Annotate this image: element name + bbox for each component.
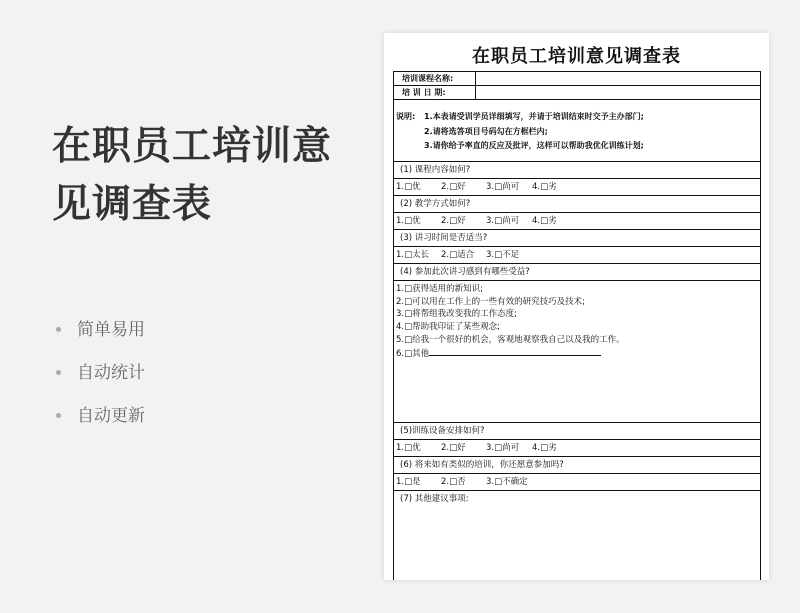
training-date-row [394, 86, 760, 100]
course-name-field[interactable] [476, 72, 760, 85]
bullet-icon [56, 327, 61, 332]
promo-title: 在职员工培训意见调查表 [52, 124, 333, 227]
question-6-options [394, 474, 760, 491]
option-checkbox[interactable]: 1.□优 [396, 216, 421, 226]
instruction-line: 3.请你给予率直的反应及批评，这样可以帮助我优化训练计划; [424, 141, 644, 150]
option-checkbox[interactable]: 5.□给我一个很好的机会，客观地观察我自己以及我的工作。 [396, 334, 625, 345]
feature-list [56, 308, 145, 437]
question-4-options [394, 281, 760, 423]
option-checkbox[interactable]: 3.□尚可 [486, 216, 520, 226]
option-checkbox[interactable]: 3.□尚可 [486, 182, 520, 192]
feature-item [56, 308, 145, 351]
question-7[interactable] [394, 491, 760, 580]
option-checkbox[interactable]: 1.□优 [396, 443, 421, 453]
feature-item [56, 351, 145, 394]
sheet-title: 在职员工培训意见调查表 [472, 46, 681, 67]
feature-item [56, 394, 145, 437]
instructions [394, 100, 760, 162]
instructions-prefix: 说明: [396, 112, 416, 121]
other-blank-field[interactable] [429, 347, 601, 356]
option-checkbox[interactable]: 1.□太长 [396, 250, 430, 260]
option-checkbox[interactable]: 3.□不足 [486, 250, 520, 260]
question-2: (2) 教学方式如何? [394, 196, 760, 213]
option-checkbox[interactable]: 4.□帮助我印证了某些观念; [396, 322, 501, 333]
option-checkbox[interactable]: 2.□好 [441, 216, 466, 226]
training-date-label: 培 训 日 期: [394, 86, 476, 99]
feature-label: 自动统计 [77, 362, 145, 383]
course-name-row [394, 72, 760, 86]
bullet-icon [56, 370, 61, 375]
question-3: (3) 讲习时间是否适当? [394, 230, 760, 247]
option-checkbox[interactable]: 4.□劣 [532, 182, 557, 192]
option-checkbox[interactable]: 2.□可以用在工作上的一些有效的研究技巧及技术; [396, 296, 586, 307]
question-1: (1) 课程内容如何? [394, 162, 760, 179]
question-5-options [394, 440, 760, 457]
option-checkbox[interactable]: 2.□好 [441, 443, 466, 453]
option-checkbox[interactable]: 4.□劣 [532, 216, 557, 226]
question-6: (6) 将来如有类似的培训，你还愿意参加吗? [394, 457, 760, 474]
course-name-label: 培训课程名称: [394, 72, 476, 85]
option-checkbox[interactable]: 3.□尚可 [486, 443, 520, 453]
instruction-line: 1.本表请受训学员详细填写，并请于培训结束时交予主办部门; [424, 112, 644, 121]
question-4: (4) 参加此次讲习感到有哪些受益? [394, 264, 760, 281]
option-checkbox[interactable]: 4.□劣 [532, 443, 557, 453]
training-date-field[interactable] [476, 86, 760, 99]
option-checkbox[interactable]: 2.□否 [441, 477, 466, 487]
instruction-line: 2.请将选答项目号码勾在方框栏内; [424, 126, 548, 136]
question-1-options [394, 179, 760, 196]
survey-form [393, 71, 761, 580]
option-checkbox[interactable]: 1.□是 [396, 477, 421, 487]
question-3-options [394, 247, 760, 264]
option-checkbox[interactable]: 2.□好 [441, 182, 466, 192]
other-label: 6.□其他 [396, 348, 430, 359]
option-checkbox[interactable]: 1.□获得适用的新知识; [396, 284, 484, 294]
bullet-icon [56, 413, 61, 418]
option-checkbox[interactable]: 1.□优 [396, 182, 421, 192]
question-2-options [394, 213, 760, 230]
feature-label: 自动更新 [77, 405, 145, 426]
option-checkbox[interactable]: 3.□不确定 [486, 477, 528, 487]
survey-sheet [384, 33, 769, 580]
option-checkbox[interactable]: 2.□适合 [441, 250, 475, 260]
question-7-label: (7) 其他建议事项: [400, 494, 469, 504]
option-checkbox[interactable]: 3.□将帮组我改变我的工作态度; [396, 309, 518, 320]
other-option[interactable] [396, 347, 760, 361]
question-5: (5)训练设备安排如何? [394, 423, 760, 440]
feature-label: 简单易用 [77, 319, 145, 340]
